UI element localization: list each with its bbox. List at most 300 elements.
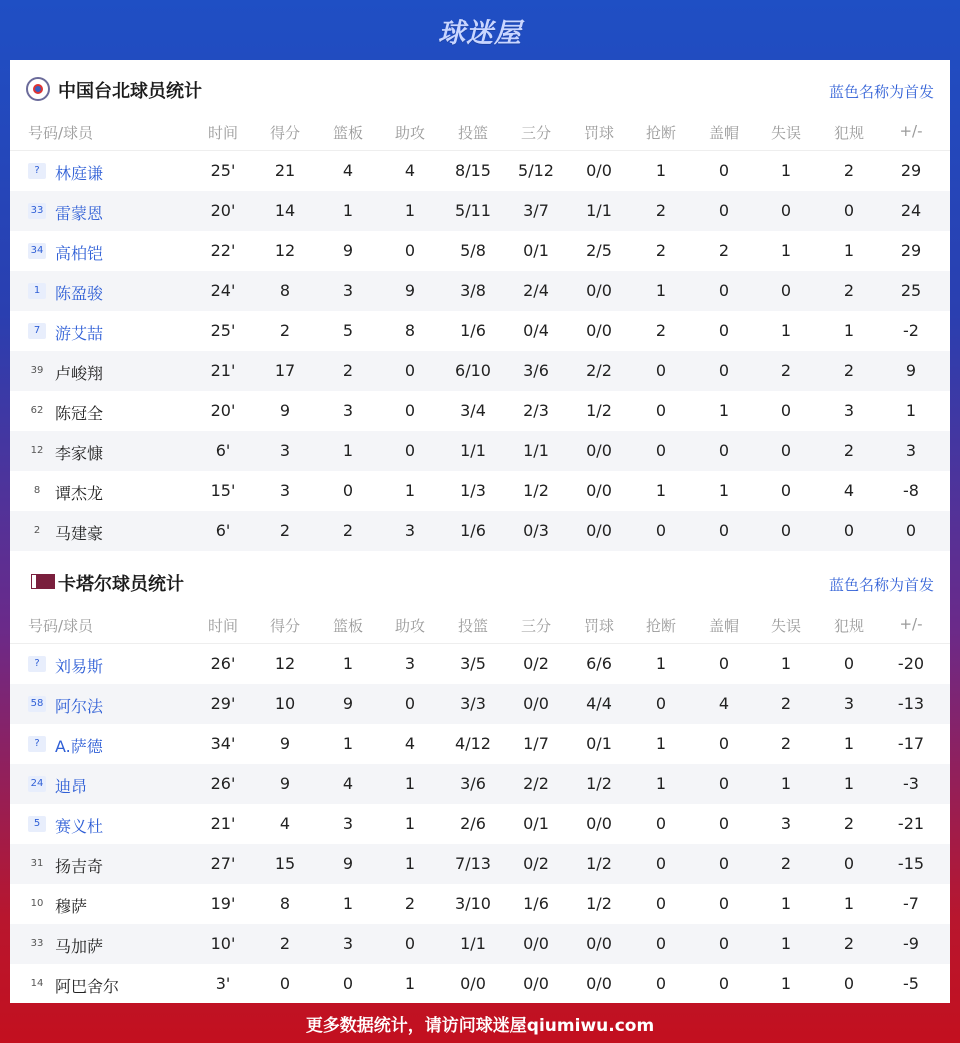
stat-cell: 0 xyxy=(404,694,416,713)
stat-cell: 0/4 xyxy=(523,321,549,340)
stat-cell: 2/2 xyxy=(586,361,612,380)
stat-cell: 24' xyxy=(210,281,236,300)
stat-cell: 1 xyxy=(655,774,667,793)
stat-cell: 9 xyxy=(279,774,291,793)
stat-cell: 4 xyxy=(718,694,730,713)
stat-cell: 14 xyxy=(274,201,296,220)
stat-cell: 1 xyxy=(843,734,855,753)
stat-cell: 0/2 xyxy=(523,854,549,873)
player-name[interactable]: 陈盈骏 xyxy=(55,284,104,303)
stat-cell: 0/0 xyxy=(586,161,612,180)
stat-cell: 1 xyxy=(342,894,354,913)
stat-cell: 3 xyxy=(279,481,291,500)
player-name[interactable]: 高柏铠 xyxy=(55,244,104,263)
player-row[interactable] xyxy=(10,511,950,551)
stat-cell: 1 xyxy=(404,854,416,873)
stat-cell: 9 xyxy=(342,854,354,873)
stat-cell: 2/3 xyxy=(523,401,549,420)
column-header: 投篮 xyxy=(457,617,488,635)
column-header: 得分 xyxy=(269,617,300,635)
stat-cell: 1 xyxy=(905,401,917,420)
player-row[interactable] xyxy=(10,191,950,231)
player-name[interactable]: 阿巴舍尔 xyxy=(55,977,120,996)
stat-cell: 0 xyxy=(780,281,792,300)
stat-cell: 0 xyxy=(404,241,416,260)
stat-cell: 0 xyxy=(655,814,667,833)
stat-cell: 2/2 xyxy=(523,774,549,793)
player-row[interactable] xyxy=(10,271,950,311)
stat-cell: 0/0 xyxy=(586,441,612,460)
stat-cell: 2 xyxy=(655,201,667,220)
stat-cell: 0 xyxy=(655,854,667,873)
player-name[interactable]: 穆萨 xyxy=(55,897,88,916)
stat-cell: 4 xyxy=(404,734,416,753)
player-row[interactable] xyxy=(10,684,950,724)
stat-cell: 9 xyxy=(342,694,354,713)
stat-cell: 2 xyxy=(279,934,291,953)
stat-cell: 1 xyxy=(780,774,792,793)
stat-cell: 0 xyxy=(718,654,730,673)
jersey-number: 1 xyxy=(28,283,46,299)
stat-cell: 1 xyxy=(780,654,792,673)
stat-cell: 0 xyxy=(718,734,730,753)
column-header: 失误 xyxy=(770,124,801,142)
section-header xyxy=(10,553,950,609)
stat-cell: 0/0 xyxy=(586,521,612,540)
stat-cell: 3 xyxy=(404,654,416,673)
column-header: 篮板 xyxy=(332,124,363,142)
stat-cell: 2/6 xyxy=(460,814,486,833)
player-rows xyxy=(10,644,950,1004)
stat-cell: 10' xyxy=(210,934,236,953)
column-header: 罚球 xyxy=(583,617,614,635)
jersey-number: 5 xyxy=(28,816,46,832)
stat-cell: 20' xyxy=(210,401,236,420)
table-header xyxy=(10,609,950,644)
stat-cell: 0 xyxy=(404,361,416,380)
stat-cell: 1 xyxy=(404,201,416,220)
stat-cell: -7 xyxy=(903,894,919,913)
stat-cell: 12 xyxy=(274,241,296,260)
stat-cell: 2 xyxy=(279,521,291,540)
stat-cell: -20 xyxy=(897,654,925,673)
stat-cell: 0 xyxy=(843,654,855,673)
stat-cell: 0 xyxy=(780,481,792,500)
stat-cell: 0 xyxy=(342,481,354,500)
stat-cell: 1/2 xyxy=(586,894,612,913)
stat-cell: 0 xyxy=(718,201,730,220)
section-header xyxy=(10,60,950,116)
player-row[interactable] xyxy=(10,351,950,391)
stat-cell: 1 xyxy=(655,281,667,300)
stat-cell: 1 xyxy=(404,974,416,993)
stat-cell: 5/11 xyxy=(455,201,491,220)
player-row[interactable] xyxy=(10,844,950,884)
stat-cell: -2 xyxy=(903,321,919,340)
player-row[interactable] xyxy=(10,391,950,431)
starter-legend: 蓝色名称为首发 xyxy=(828,576,934,594)
column-header: 得分 xyxy=(269,124,300,142)
stat-cell: 3 xyxy=(843,694,855,713)
stat-cell: 15 xyxy=(274,854,296,873)
player-row[interactable] xyxy=(10,431,950,471)
player-row[interactable] xyxy=(10,644,950,684)
stat-cell: 1 xyxy=(843,321,855,340)
stat-cell: 1/6 xyxy=(460,321,486,340)
stat-cell: 12 xyxy=(274,654,296,673)
stat-cell: 1/3 xyxy=(460,481,486,500)
section-title: 卡塔尔球员统计 xyxy=(58,574,184,595)
stat-cell: 34' xyxy=(210,734,236,753)
jersey-number: ? xyxy=(28,656,46,672)
team-emblem-icon xyxy=(26,77,50,101)
stat-cell: 0 xyxy=(718,774,730,793)
stat-cell: 2 xyxy=(843,281,855,300)
stat-cell: 0 xyxy=(655,361,667,380)
stat-cell: 8/15 xyxy=(455,161,491,180)
stat-cell: 0/0 xyxy=(460,974,486,993)
stat-cell: 8 xyxy=(404,321,416,340)
stat-cell: 3/6 xyxy=(523,361,549,380)
stat-cell: 1 xyxy=(780,241,792,260)
player-row[interactable] xyxy=(10,804,950,844)
stat-cell: 9 xyxy=(279,401,291,420)
jersey-number: 2 xyxy=(33,525,41,536)
player-row[interactable] xyxy=(10,471,950,511)
stat-cell: 1/6 xyxy=(460,521,486,540)
stat-cell: 0 xyxy=(655,934,667,953)
stat-cell: 0 xyxy=(843,974,855,993)
stat-cell: 0/0 xyxy=(586,934,612,953)
stat-cell: 1 xyxy=(780,321,792,340)
jersey-number: 62 xyxy=(30,405,44,416)
jersey-number: 31 xyxy=(30,858,44,869)
stat-cell: 1/2 xyxy=(586,774,612,793)
column-header: 三分 xyxy=(520,124,551,142)
player-name[interactable]: 雷蒙恩 xyxy=(55,204,104,223)
stat-cell: 2 xyxy=(279,321,291,340)
stat-cell: 1 xyxy=(404,481,416,500)
stat-cell: 24 xyxy=(900,201,922,220)
stat-cell: 0 xyxy=(718,161,730,180)
column-header: 罚球 xyxy=(583,124,614,142)
player-row[interactable] xyxy=(10,724,950,764)
player-name[interactable]: A.萨德 xyxy=(55,737,103,756)
team-flag-icon xyxy=(32,575,54,588)
player-name[interactable]: 谭杰龙 xyxy=(55,484,104,503)
stat-cell: 0 xyxy=(655,894,667,913)
stat-cell: 4 xyxy=(279,814,291,833)
stat-cell: 0 xyxy=(718,521,730,540)
stat-cell: 4/4 xyxy=(586,694,612,713)
stat-cell: 8 xyxy=(279,894,291,913)
stat-cell: 9 xyxy=(905,361,917,380)
stat-cell: 0 xyxy=(843,201,855,220)
stat-cell: 0 xyxy=(279,974,291,993)
jersey-number: 10 xyxy=(30,898,44,909)
stat-cell: -8 xyxy=(903,481,919,500)
stat-cell: 1/1 xyxy=(586,201,612,220)
stat-cell: 1/6 xyxy=(523,894,549,913)
player-name[interactable]: 马加萨 xyxy=(55,937,104,956)
stat-cell: 3 xyxy=(342,934,354,953)
stat-cell: 0 xyxy=(718,321,730,340)
stat-cell: 8 xyxy=(279,281,291,300)
footer-link-text[interactable]: 更多数据统计，请访问球迷屋qiumiwu.com xyxy=(305,1015,655,1036)
player-row[interactable] xyxy=(10,924,950,964)
stat-cell: 3 xyxy=(342,401,354,420)
stat-cell: 1/1 xyxy=(460,441,486,460)
stat-cell: 0 xyxy=(780,441,792,460)
column-header: 号码/球员 xyxy=(28,617,94,635)
stat-cell: 4 xyxy=(342,774,354,793)
jersey-number: ? xyxy=(28,163,46,179)
column-header: +/- xyxy=(899,122,923,140)
jersey-number: ? xyxy=(28,736,46,752)
column-header: +/- xyxy=(899,615,923,633)
column-header: 盖帽 xyxy=(708,124,739,142)
stat-cell: 3 xyxy=(843,401,855,420)
stat-cell: 9 xyxy=(342,241,354,260)
team-section-qatar xyxy=(10,553,950,1004)
stat-cell: 2 xyxy=(843,814,855,833)
stat-cell: 0/0 xyxy=(523,934,549,953)
player-row[interactable] xyxy=(10,231,950,271)
player-name[interactable]: 阿尔法 xyxy=(55,697,104,716)
stat-cell: 2 xyxy=(342,361,354,380)
stat-cell: 3 xyxy=(342,814,354,833)
stat-cell: 2 xyxy=(843,441,855,460)
stat-cell: 29' xyxy=(210,694,236,713)
stat-cell: 0 xyxy=(655,694,667,713)
stat-cell: 1 xyxy=(342,201,354,220)
stat-cell: 3 xyxy=(404,521,416,540)
stat-cell: -17 xyxy=(897,734,925,753)
stat-cell: -13 xyxy=(897,694,925,713)
stat-cell: 2 xyxy=(655,321,667,340)
stat-cell: 2 xyxy=(780,361,792,380)
stat-cell: 0 xyxy=(718,441,730,460)
stat-cell: 19' xyxy=(210,894,236,913)
stat-cell: 1/2 xyxy=(523,481,549,500)
player-name[interactable]: 迪昂 xyxy=(55,777,88,796)
column-header: 篮板 xyxy=(332,617,363,635)
column-header: 助攻 xyxy=(394,617,425,635)
stat-cell: 2 xyxy=(655,241,667,260)
stat-cell: 0 xyxy=(655,401,667,420)
stat-cell: 21' xyxy=(210,361,236,380)
stat-cell: 2 xyxy=(404,894,416,913)
jersey-number: 33 xyxy=(28,203,46,219)
stat-cell: 0/0 xyxy=(586,814,612,833)
stat-cell: 2 xyxy=(843,361,855,380)
player-row[interactable] xyxy=(10,151,950,191)
player-name[interactable]: 卢峻翔 xyxy=(55,364,104,383)
stat-cell: 0/1 xyxy=(586,734,612,753)
stat-cell: 2 xyxy=(843,934,855,953)
stat-cell: 3' xyxy=(215,974,231,993)
column-header: 犯规 xyxy=(833,124,864,142)
stat-cell: 0/1 xyxy=(523,241,549,260)
column-header: 三分 xyxy=(520,617,551,635)
stat-cell: 2/5 xyxy=(586,241,612,260)
stat-cell: 25' xyxy=(210,161,236,180)
stat-cell: 0/3 xyxy=(523,521,549,540)
stat-cell: 0 xyxy=(718,854,730,873)
stat-cell: 25 xyxy=(900,281,922,300)
stat-cell: 1 xyxy=(655,734,667,753)
stat-cell: 0 xyxy=(843,521,855,540)
stat-cell: 0/2 xyxy=(523,654,549,673)
jersey-number: 12 xyxy=(30,445,44,456)
stat-cell: 1 xyxy=(780,974,792,993)
player-row[interactable] xyxy=(10,764,950,804)
stat-cell: 2 xyxy=(843,161,855,180)
player-rows xyxy=(10,151,950,551)
stat-cell: 9 xyxy=(404,281,416,300)
stat-cell: 7/13 xyxy=(455,854,491,873)
column-header: 号码/球员 xyxy=(28,124,94,142)
column-header: 抢断 xyxy=(645,124,676,142)
stat-cell: 0/1 xyxy=(523,814,549,833)
stat-cell: 2/4 xyxy=(523,281,549,300)
jersey-number: 34 xyxy=(28,243,46,259)
player-name[interactable]: 扬吉奇 xyxy=(55,857,104,876)
stat-cell: 1 xyxy=(655,161,667,180)
stat-cell: 4 xyxy=(404,161,416,180)
stat-cell: 6/10 xyxy=(455,361,491,380)
stat-cell: 0 xyxy=(404,401,416,420)
stat-cell: 1 xyxy=(843,241,855,260)
stat-cell: -3 xyxy=(903,774,919,793)
stat-cell: 0 xyxy=(780,401,792,420)
jersey-number: 58 xyxy=(28,696,46,712)
jersey-number: 33 xyxy=(30,938,44,949)
stat-cell: 0/0 xyxy=(586,321,612,340)
stat-cell: 26' xyxy=(210,654,236,673)
brand-logo: 球迷屋 xyxy=(438,17,522,49)
jersey-number: 39 xyxy=(30,365,44,376)
stat-cell: 27' xyxy=(210,854,236,873)
stat-cell: 26' xyxy=(210,774,236,793)
stat-cell: 0 xyxy=(718,281,730,300)
column-header: 助攻 xyxy=(394,124,425,142)
stat-cell: 0/0 xyxy=(523,694,549,713)
stat-cell: 6/6 xyxy=(586,654,612,673)
column-header: 犯规 xyxy=(833,617,864,635)
player-name[interactable]: 马建豪 xyxy=(55,524,104,543)
stat-cell: 15' xyxy=(210,481,236,500)
stat-cell: 0 xyxy=(404,934,416,953)
stat-cell: 10 xyxy=(274,694,296,713)
stat-cell: 1 xyxy=(780,934,792,953)
stat-cell: 0 xyxy=(342,974,354,993)
stat-cell: 25' xyxy=(210,321,236,340)
column-header: 盖帽 xyxy=(708,617,739,635)
player-name[interactable]: 赛义杜 xyxy=(55,817,104,836)
column-header: 失误 xyxy=(770,617,801,635)
table-header xyxy=(10,116,950,151)
stat-cell: 2 xyxy=(780,694,792,713)
stat-cell: 3/7 xyxy=(523,201,549,220)
stat-cell: 0 xyxy=(718,974,730,993)
stat-cell: -5 xyxy=(903,974,919,993)
stat-cell: 21' xyxy=(210,814,236,833)
stat-cell: 1 xyxy=(780,161,792,180)
player-row[interactable] xyxy=(10,964,950,1004)
player-row[interactable] xyxy=(10,884,950,924)
stat-cell: 1/1 xyxy=(460,934,486,953)
jersey-number: 7 xyxy=(28,323,46,339)
stat-cell: 2 xyxy=(342,521,354,540)
stat-cell: 0/0 xyxy=(523,974,549,993)
section-title: 中国台北球员统计 xyxy=(58,81,202,102)
stat-cell: 6' xyxy=(215,521,231,540)
stat-cell: 0 xyxy=(843,854,855,873)
stat-cell: 2 xyxy=(780,734,792,753)
stat-cell: 4 xyxy=(342,161,354,180)
stat-cell: 21 xyxy=(274,161,296,180)
stat-cell: 1/2 xyxy=(586,854,612,873)
stat-cell: 3/4 xyxy=(460,401,486,420)
jersey-number: 24 xyxy=(28,776,46,792)
player-name[interactable]: 林庭谦 xyxy=(55,164,104,183)
stat-cell: 1 xyxy=(404,774,416,793)
player-row[interactable] xyxy=(10,311,950,351)
stat-cell: 17 xyxy=(274,361,296,380)
stat-cell: 1 xyxy=(342,734,354,753)
stat-cell: 3/10 xyxy=(455,894,491,913)
stat-cell: 0 xyxy=(718,894,730,913)
stat-cell: 0 xyxy=(404,441,416,460)
stat-cell: 1 xyxy=(342,441,354,460)
stat-cell: 1 xyxy=(342,654,354,673)
stat-cell: 1 xyxy=(780,894,792,913)
stat-cell: 5/8 xyxy=(460,241,486,260)
stat-cell: 2 xyxy=(780,854,792,873)
stat-cell: 0 xyxy=(780,201,792,220)
team-section-chinese-taipei xyxy=(10,60,950,551)
stat-cell: 1/7 xyxy=(523,734,549,753)
stat-cell: 1/1 xyxy=(523,441,549,460)
stat-cell: 2 xyxy=(718,241,730,260)
stat-cell: 0 xyxy=(780,521,792,540)
stat-cell: -21 xyxy=(897,814,925,833)
stat-cell: 1 xyxy=(718,401,730,420)
stat-cell: 1 xyxy=(718,481,730,500)
stat-cell: 0/0 xyxy=(586,974,612,993)
player-name[interactable]: 陈冠全 xyxy=(55,404,104,423)
stat-cell: 0 xyxy=(718,361,730,380)
stat-cell: 3 xyxy=(905,441,917,460)
column-header: 时间 xyxy=(207,617,238,635)
stat-cell: 1 xyxy=(843,894,855,913)
player-name[interactable]: 游艾喆 xyxy=(55,324,104,343)
stat-cell: 3 xyxy=(780,814,792,833)
stat-cell: 0 xyxy=(905,521,917,540)
stat-cell: 0 xyxy=(655,521,667,540)
stat-cell: 0/0 xyxy=(586,281,612,300)
jersey-number: 8 xyxy=(33,485,41,496)
stat-cell: -9 xyxy=(903,934,919,953)
player-name[interactable]: 刘易斯 xyxy=(55,657,104,676)
top-banner xyxy=(0,0,960,60)
stat-cell: 3/5 xyxy=(460,654,486,673)
player-name[interactable]: 李家慷 xyxy=(55,444,104,463)
stat-cell: 0 xyxy=(655,974,667,993)
column-header: 抢断 xyxy=(645,617,676,635)
stat-cell: 20' xyxy=(210,201,236,220)
